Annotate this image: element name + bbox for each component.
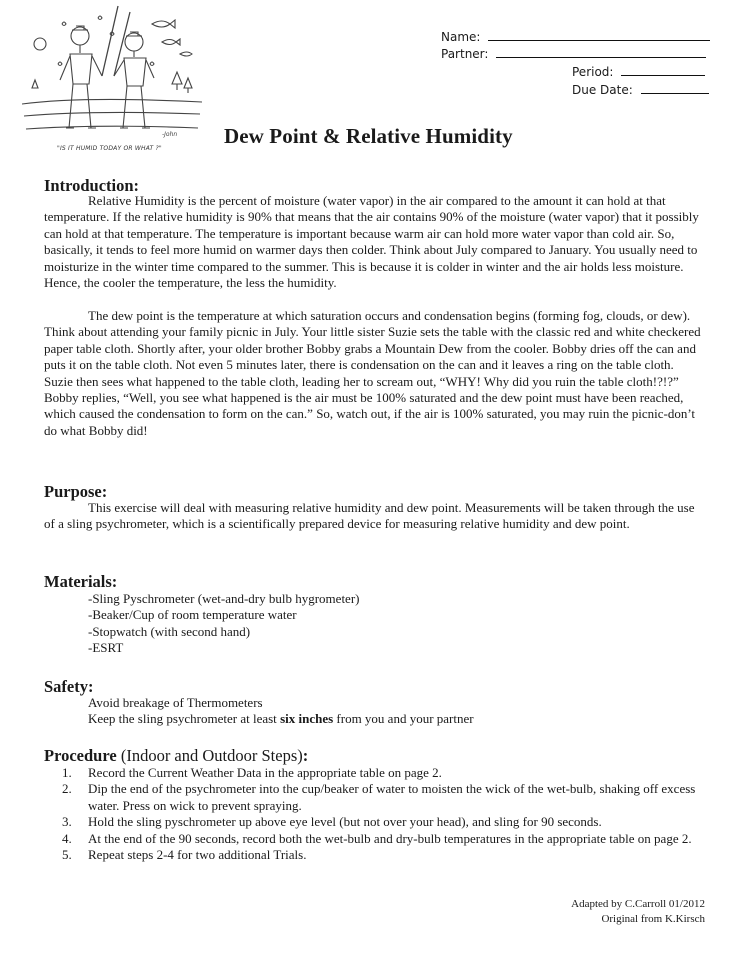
artist-signature: -John (162, 131, 178, 138)
materials-item: -Beaker/Cup of room temperature water (88, 607, 297, 623)
step-text: Dip the end of the psychrometer into the cup/beaker of water to moisten the wick of the wet-bulb, shaking off excess water. Press on wick to prevent spraying. (88, 781, 696, 813)
safety-line-2-text-end: from you and your partner (333, 711, 474, 727)
procedure-step (62, 765, 704, 781)
step-text: At the end of the 90 seconds, record both the wet-bulb and dry-bulb temperatures in the appropriate table on page 2. (88, 830, 692, 846)
page-title: Dew Point & Relative Humidity (224, 124, 513, 148)
introduction-heading: Introduction: (44, 176, 140, 195)
step-text: Hold the sling pyschrometer up above eye level (but not over your head), and sling for 90 seconds. (88, 814, 602, 830)
materials-item: -Stopwatch (with second hand) (88, 623, 251, 639)
procedure-subheading: (Indoor and Outdoor Steps) (116, 746, 303, 765)
procedure-heading-text: Procedure (44, 746, 117, 765)
safety-line-1: Avoid breakage of Thermometers (88, 695, 263, 710)
purpose-paragraph: This exercise will deal with measuring relative humidity and dew point. Measurements will be taken through the use of a sling psychrometer, which is a scientifically prepared device for measuring relative humidity and dew point. (44, 500, 695, 532)
due-date-label: Due Date: (572, 83, 633, 97)
materials-item: -Sling Pyschrometer (wet-and-dry bulb hygrometer) (88, 591, 360, 606)
procedure-colon: : (302, 746, 309, 765)
safety-heading: Safety: (44, 677, 94, 696)
partner-blank[interactable] (496, 45, 706, 58)
partner-label: Partner: (441, 47, 489, 61)
procedure-step (62, 847, 704, 863)
adapted-by: Adapted by C.Carroll 01/2012 (571, 898, 705, 910)
period-label: Period: (572, 65, 614, 79)
cartoon-caption: "IS IT HUMID TODAY OR WHAT ?" (57, 145, 162, 152)
introduction-paragraph-1: Relative Humidity is the percent of moisture (water vapor) in the air compared to the amount it can hold at that temperature. If the relative humidity is 90% that means that the air contains 90% of the moisture (water vapor) that it possibly can hold at that temperature. The temperature is important because warm air can hold more water vapor than cold air. So, basically, it tends to feel more humid on warmer days then colder. Think about July compared to January. You usually need to moisturize in the winter time compared to the summer. This is because it is colder in winter and the air holds less moisture. Hence, the cooler the temperature, the less the humidity. (44, 193, 699, 291)
safety-line-2-text: Keep the sling psychrometer at least (88, 711, 281, 727)
due-date-field[interactable] (572, 81, 709, 99)
purpose-heading: Purpose: (44, 482, 108, 501)
introduction-paragraph-2: The dew point is the temperature at which saturation occurs and condensation begins (forming fog, clouds, or dew). Think about attending your family picnic in July. Your little sister Suzie sets the table with the classic red and white checkered paper table cloth. Shortly after, your older brother Bobby grabs a Mountain Dew from the cooler. Bobby dries off the can and puts it on the table cloth. Not even 5 minutes later, there is condensation on the can and it leaves a ring on the table cloth. Suzie then sees what happened to the table cloth, leading her to scream out, “WHY! Why did you ruin the table cloth!?!?” Bobby replies, “Well, you see what happened is the air must be 100% saturated and the dew point must have been reached, which caused the condensation to form on the can.” So, watch out, if the air is 100% saturated, you may ruin the picnic-don’t do what Bobby did! (44, 308, 701, 438)
step-text: Record the Current Weather Data in the appropriate table on page 2. (88, 765, 442, 780)
safety-list (88, 695, 474, 728)
step-number: 2. (62, 781, 72, 797)
attribution-footer (571, 897, 705, 927)
period-blank[interactable] (621, 63, 705, 76)
procedure-step (62, 781, 704, 814)
step-number: 3. (62, 814, 72, 830)
procedure-step (62, 814, 704, 830)
step-number: 5. (62, 847, 72, 863)
step-number: 1. (62, 765, 72, 780)
name-label: Name: (441, 30, 481, 44)
step-text: Repeat steps 2-4 for two additional Trials. (88, 847, 307, 863)
safety-line-2 (88, 711, 474, 727)
partner-field[interactable] (441, 45, 706, 63)
safety-emphasis: six inches (280, 711, 334, 727)
procedure-steps (62, 765, 704, 863)
procedure-heading (44, 746, 308, 766)
name-field[interactable] (441, 28, 710, 46)
materials-list (88, 591, 359, 657)
step-number: 4. (62, 830, 72, 846)
materials-item: -ESRT (88, 640, 124, 656)
due-date-blank[interactable] (641, 81, 709, 94)
fishermen-cartoon-illustration (22, 4, 202, 160)
original-from: Original from K.Kirsch (601, 913, 705, 925)
period-field[interactable] (572, 63, 705, 81)
materials-heading: Materials: (44, 572, 118, 591)
name-blank[interactable] (488, 28, 710, 41)
procedure-step (62, 831, 704, 847)
